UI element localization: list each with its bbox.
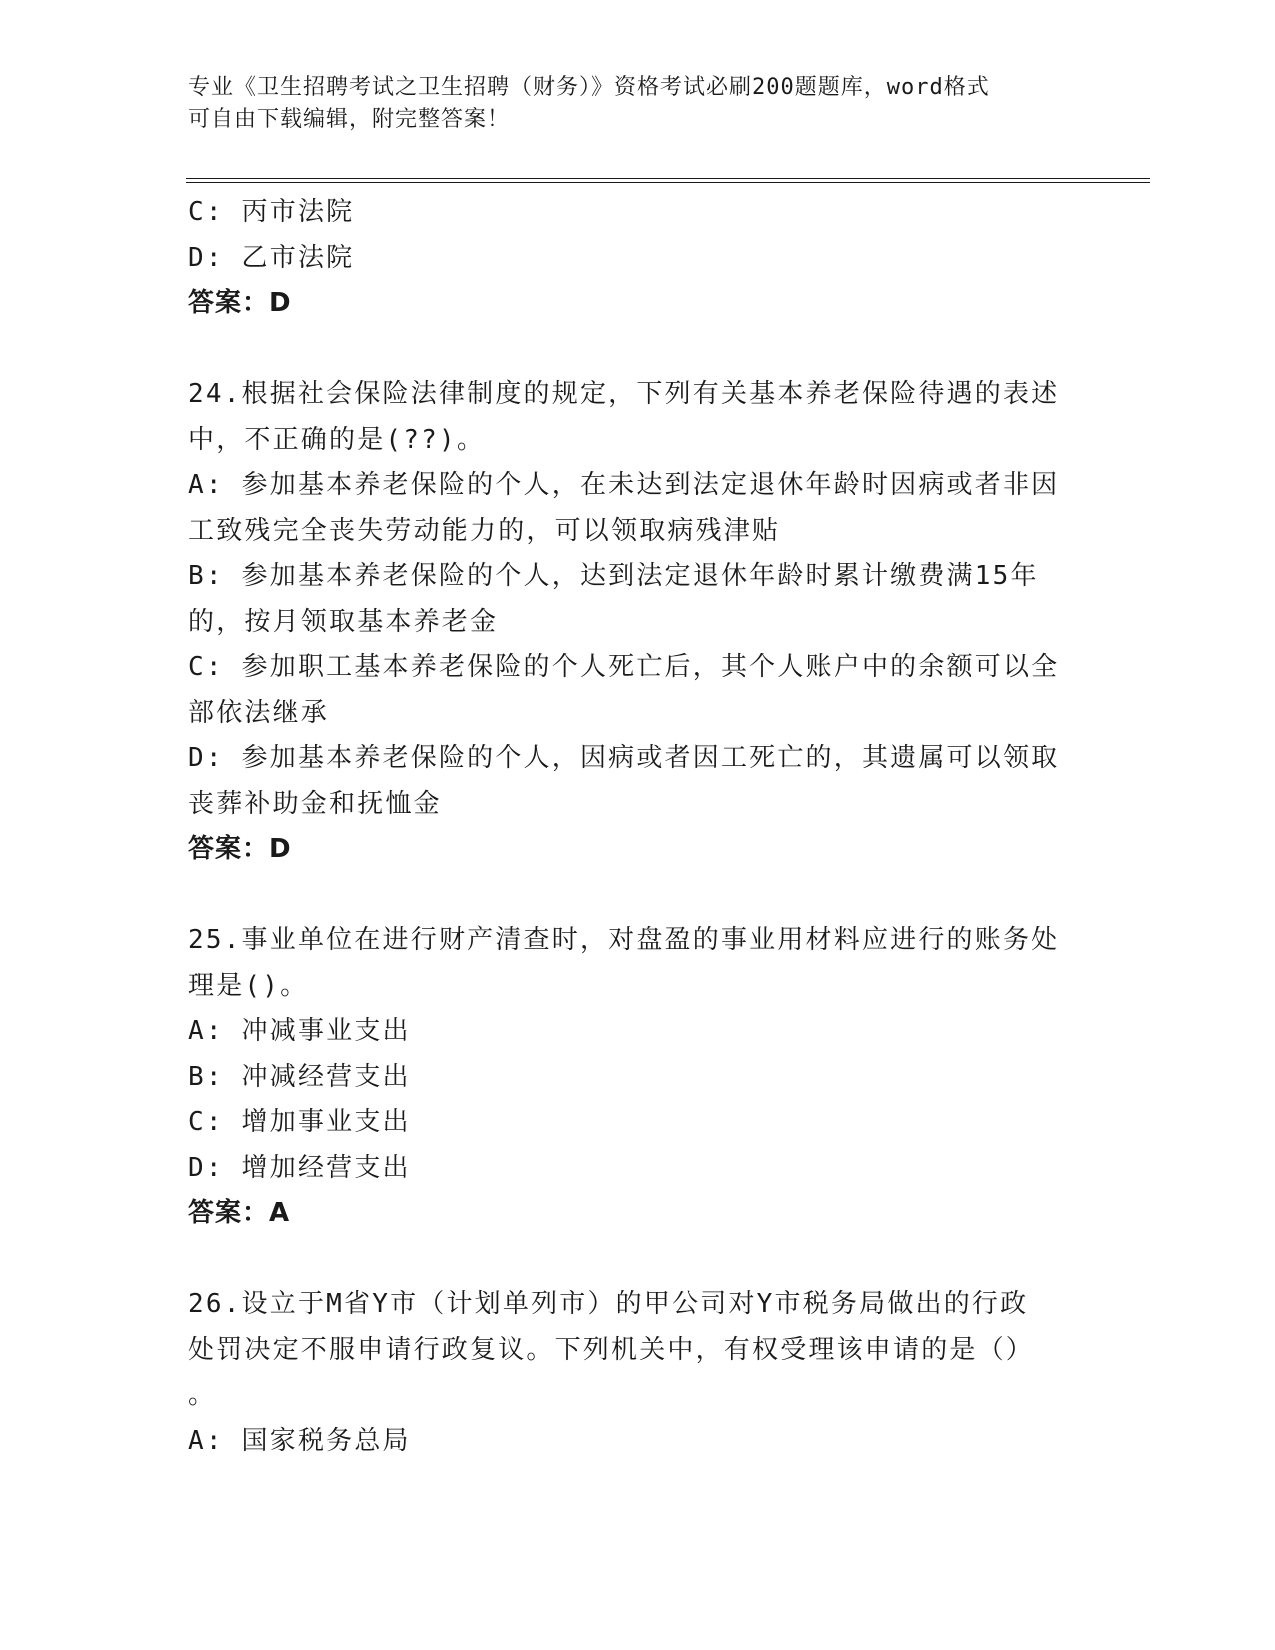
q24-option-a-line-2: 工致残完全丧失劳动能力的，可以领取病残津贴	[188, 515, 781, 546]
page-header	[188, 72, 1068, 136]
q24-answer: 答案：D	[188, 834, 292, 864]
q25-option-d: D: 增加经营支出	[188, 1152, 411, 1183]
question-23-tail	[188, 190, 1068, 327]
q26-option-a: A: 国家税务总局	[188, 1425, 411, 1456]
q26-question-line-3: 。	[188, 1380, 217, 1410]
q25-answer: 答案：A	[188, 1198, 291, 1228]
question-25	[188, 918, 1068, 1237]
spacer	[188, 327, 1068, 373]
q25-option-b: B: 冲减经营支出	[188, 1061, 411, 1092]
question-content	[188, 190, 1068, 1464]
header-title-line-1: 专业《卫生招聘考试之卫生招聘（财务）》资格考试必刷200题题库，word格式	[188, 75, 990, 100]
q24-question-line-2: 中，不正确的是(??)。	[188, 424, 486, 455]
q24-option-c-line-1: C: 参加职工基本养老保险的个人死亡后，其个人账户中的余额可以全	[188, 652, 1060, 682]
spacer	[188, 873, 1068, 919]
q24-option-d-line-2: 丧葬补助金和抚恤金	[188, 788, 442, 819]
q24-option-a-line-1: A: 参加基本养老保险的个人，在未达到法定退休年龄时因病或者非因	[188, 470, 1060, 500]
q24-option-b-line-1: B: 参加基本养老保险的个人，达到法定退休年龄时累计缴费满15年	[188, 561, 1039, 591]
spacer	[188, 1237, 1068, 1283]
q25-question-line-1: 25.事业单位在进行财产清查时，对盘盈的事业用材料应进行的账务处	[188, 925, 1060, 955]
question-26	[188, 1282, 1068, 1464]
q24-question-line-1: 24.根据社会保险法律制度的规定，下列有关基本养老保险待遇的表述	[188, 379, 1060, 409]
q26-question-line-2: 处罚决定不服申请行政复议。下列机关中，有权受理该申请的是（）	[188, 1334, 1035, 1365]
q25-question-line-2: 理是()。	[188, 970, 309, 1001]
header-title-line-2: 可自由下载编辑，附完整答案！	[188, 107, 511, 132]
q25-option-c: C: 增加事业支出	[188, 1107, 411, 1137]
q24-option-b-line-2: 的，按月领取基本养老金	[188, 606, 499, 637]
q24-option-d-line-1: D: 参加基本养老保险的个人，因病或者因工死亡的，其遗属可以领取	[188, 743, 1060, 773]
q24-option-c-line-2: 部依法继承	[188, 697, 330, 728]
q23-option-c: C: 丙市法院	[188, 197, 355, 227]
header-double-rule	[186, 178, 1150, 183]
q25-option-a: A: 冲减事业支出	[188, 1016, 411, 1046]
q23-option-d: D: 乙市法院	[188, 242, 355, 273]
q26-question-line-1: 26.设立于M省Y市（计划单列市）的甲公司对Y市税务局做出的行政	[188, 1289, 1029, 1319]
q23-answer: 答案：D	[188, 288, 292, 318]
question-24	[188, 372, 1068, 873]
